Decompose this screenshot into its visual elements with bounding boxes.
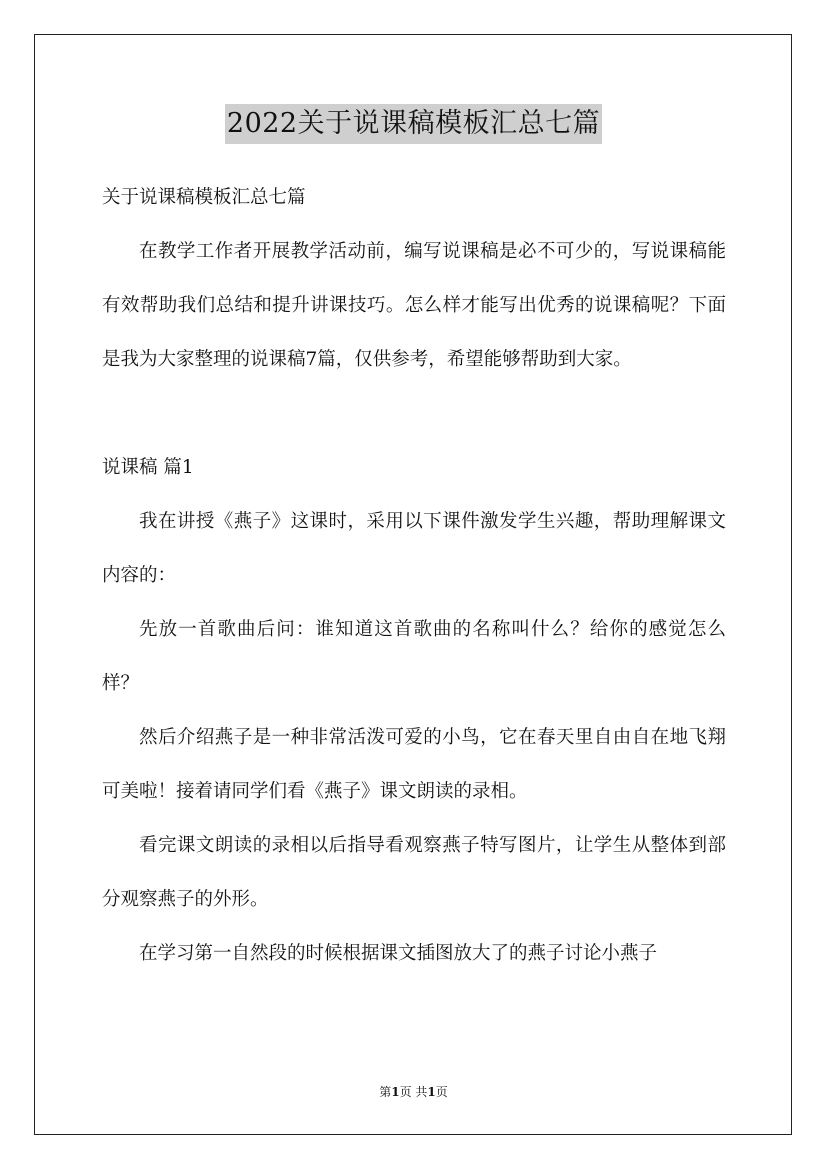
title-container [0,104,827,144]
section-heading: 说课稿 篇1 [102,457,194,478]
footer-middle: 页 共 [399,1085,428,1099]
document-title: 2022关于说课稿模板汇总七篇 [225,104,602,144]
paragraph-1: 我在讲授《燕子》这课时，采用以下课件激发学生兴趣，帮助理解课文内容的： [102,511,726,586]
spacer [102,387,726,441]
footer-current-page: 1 [391,1085,400,1099]
footer-suffix: 页 [435,1085,448,1099]
paragraph-3: 然后介绍燕子是一种非常活泼可爱的小鸟，它在春天里自由自在地飞翔可美啦！接着请同学们看《燕子》课文朗读的录相。 [102,727,726,802]
footer-prefix: 第 [379,1085,392,1099]
subtitle: 关于说课稿模板汇总七篇 [102,187,306,208]
page-footer [0,1082,827,1102]
paragraph-5: 在学习第一自然段的时候根据课文插图放大了的燕子讨论小燕子 [139,943,658,964]
paragraph-4: 看完课文朗读的录相以后指导看观察燕子特写图片，让学生从整体到部分观察燕子的外形。 [102,835,726,910]
footer-total-pages: 1 [427,1085,436,1099]
paragraph-2: 先放一首歌曲后问：谁知道这首歌曲的名称叫什么？给你的感觉怎么样？ [102,619,726,694]
intro-paragraph: 在教学工作者开展教学活动前，编写说课稿是必不可少的，写说课稿能有效帮助我们总结和提升讲课技巧。怎么样才能写出优秀的说课稿呢？下面是我为大家整理的说课稿7篇，仅供参考，希望能够帮助到大家。 [102,241,726,370]
document-body [102,171,726,981]
